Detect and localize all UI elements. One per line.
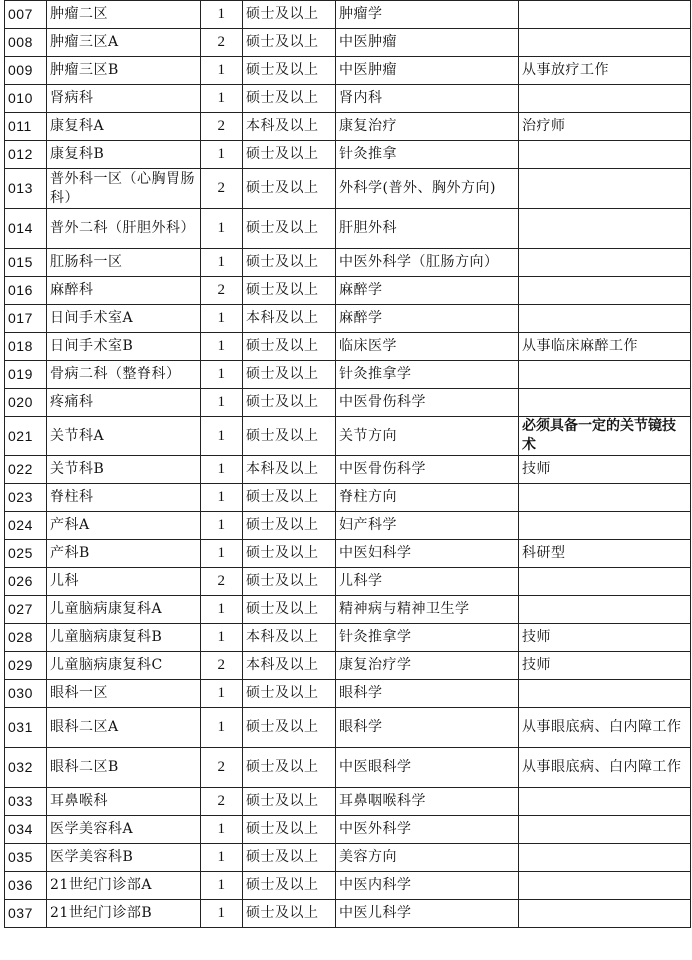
table-row — [5, 85, 691, 113]
note-cell — [519, 680, 691, 708]
position-code-cell: 019 — [5, 361, 47, 389]
education-cell: 硕士及以上 — [243, 748, 336, 788]
headcount-cell: 1 — [201, 540, 243, 568]
table-row — [5, 708, 691, 748]
education-cell: 硕士及以上 — [243, 680, 336, 708]
education-cell: 硕士及以上 — [243, 568, 336, 596]
major-cell: 精神病与精神卫生学 — [336, 596, 519, 624]
major-cell: 中医骨伤科学 — [336, 389, 519, 417]
table-row — [5, 249, 691, 277]
department-cell: 儿童脑病康复科A — [47, 596, 201, 624]
note-cell — [519, 900, 691, 928]
headcount-cell: 1 — [201, 85, 243, 113]
headcount-cell: 1 — [201, 816, 243, 844]
table-row — [5, 568, 691, 596]
education-cell: 硕士及以上 — [243, 141, 336, 169]
table-row — [5, 389, 691, 417]
table-row — [5, 680, 691, 708]
department-cell: 肿瘤三区B — [47, 57, 201, 85]
table-row — [5, 305, 691, 333]
department-cell: 肿瘤三区A — [47, 29, 201, 57]
position-code-cell: 029 — [5, 652, 47, 680]
table-row — [5, 57, 691, 85]
note-cell: 从事眼底病、白内障工作 — [519, 748, 691, 788]
table-row — [5, 113, 691, 141]
major-cell: 中医儿科学 — [336, 900, 519, 928]
position-code-cell: 027 — [5, 596, 47, 624]
note-cell — [519, 788, 691, 816]
note-cell — [519, 85, 691, 113]
headcount-cell: 1 — [201, 512, 243, 540]
major-cell: 妇产科学 — [336, 512, 519, 540]
department-cell: 眼科一区 — [47, 680, 201, 708]
education-cell: 硕士及以上 — [243, 277, 336, 305]
major-cell: 耳鼻咽喉科学 — [336, 788, 519, 816]
education-cell: 本科及以上 — [243, 652, 336, 680]
department-cell: 疼痛科 — [47, 389, 201, 417]
table-row — [5, 596, 691, 624]
education-cell: 本科及以上 — [243, 456, 336, 484]
major-cell: 中医内科学 — [336, 872, 519, 900]
major-cell: 脊柱方向 — [336, 484, 519, 512]
headcount-cell: 1 — [201, 708, 243, 748]
position-code-cell: 031 — [5, 708, 47, 748]
department-cell: 日间手术室B — [47, 333, 201, 361]
education-cell: 本科及以上 — [243, 305, 336, 333]
position-code-cell: 036 — [5, 872, 47, 900]
department-cell: 儿童脑病康复科B — [47, 624, 201, 652]
note-cell — [519, 249, 691, 277]
education-cell: 硕士及以上 — [243, 484, 336, 512]
position-code-cell: 018 — [5, 333, 47, 361]
table-row — [5, 417, 691, 456]
department-cell: 耳鼻喉科 — [47, 788, 201, 816]
headcount-cell: 1 — [201, 417, 243, 456]
position-code-cell: 026 — [5, 568, 47, 596]
note-cell: 技师 — [519, 456, 691, 484]
position-code-cell: 032 — [5, 748, 47, 788]
department-cell: 儿童脑病康复科C — [47, 652, 201, 680]
education-cell: 硕士及以上 — [243, 389, 336, 417]
table-row — [5, 141, 691, 169]
education-cell: 硕士及以上 — [243, 900, 336, 928]
table-row — [5, 872, 691, 900]
table-row — [5, 361, 691, 389]
major-cell: 肿瘤学 — [336, 1, 519, 29]
note-cell — [519, 484, 691, 512]
note-cell — [519, 816, 691, 844]
major-cell: 眼科学 — [336, 680, 519, 708]
note-cell: 科研型 — [519, 540, 691, 568]
table-row — [5, 540, 691, 568]
major-cell: 麻醉学 — [336, 305, 519, 333]
major-cell: 中医肿瘤 — [336, 29, 519, 57]
education-cell: 硕士及以上 — [243, 361, 336, 389]
table-row — [5, 333, 691, 361]
education-cell: 硕士及以上 — [243, 512, 336, 540]
education-cell: 硕士及以上 — [243, 85, 336, 113]
position-code-cell: 015 — [5, 249, 47, 277]
headcount-cell: 1 — [201, 900, 243, 928]
headcount-cell: 1 — [201, 680, 243, 708]
major-cell: 中医外科学 — [336, 816, 519, 844]
position-code-cell: 017 — [5, 305, 47, 333]
headcount-cell: 1 — [201, 872, 243, 900]
table-row — [5, 484, 691, 512]
major-cell: 中医肿瘤 — [336, 57, 519, 85]
education-cell: 硕士及以上 — [243, 29, 336, 57]
education-cell: 硕士及以上 — [243, 249, 336, 277]
major-cell: 中医骨伤科学 — [336, 456, 519, 484]
position-code-cell: 022 — [5, 456, 47, 484]
position-code-cell: 033 — [5, 788, 47, 816]
headcount-cell: 1 — [201, 624, 243, 652]
position-code-cell: 028 — [5, 624, 47, 652]
education-cell: 硕士及以上 — [243, 209, 336, 249]
major-cell: 中医妇科学 — [336, 540, 519, 568]
department-cell: 脊柱科 — [47, 484, 201, 512]
department-cell: 21世纪门诊部B — [47, 900, 201, 928]
headcount-cell: 2 — [201, 652, 243, 680]
department-cell: 肾病科 — [47, 85, 201, 113]
department-cell: 眼科二区A — [47, 708, 201, 748]
position-code-cell: 014 — [5, 209, 47, 249]
department-cell: 日间手术室A — [47, 305, 201, 333]
headcount-cell: 1 — [201, 57, 243, 85]
major-cell: 临床医学 — [336, 333, 519, 361]
department-cell: 关节科A — [47, 417, 201, 456]
education-cell: 硕士及以上 — [243, 1, 336, 29]
education-cell: 硕士及以上 — [243, 417, 336, 456]
position-code-cell: 009 — [5, 57, 47, 85]
department-cell: 康复科A — [47, 113, 201, 141]
headcount-cell: 1 — [201, 361, 243, 389]
table-row — [5, 209, 691, 249]
table-row — [5, 748, 691, 788]
position-code-cell: 024 — [5, 512, 47, 540]
education-cell: 硕士及以上 — [243, 816, 336, 844]
department-cell: 产科A — [47, 512, 201, 540]
headcount-cell: 1 — [201, 305, 243, 333]
major-cell: 肝胆外科 — [336, 209, 519, 249]
headcount-cell: 1 — [201, 484, 243, 512]
note-cell: 从事眼底病、白内障工作 — [519, 708, 691, 748]
major-cell: 美容方向 — [336, 844, 519, 872]
education-cell: 硕士及以上 — [243, 844, 336, 872]
position-code-cell: 020 — [5, 389, 47, 417]
table-row — [5, 844, 691, 872]
note-cell — [519, 1, 691, 29]
major-cell: 肾内科 — [336, 85, 519, 113]
table-row — [5, 900, 691, 928]
headcount-cell: 2 — [201, 277, 243, 305]
education-cell: 硕士及以上 — [243, 788, 336, 816]
headcount-cell: 1 — [201, 333, 243, 361]
note-cell — [519, 361, 691, 389]
position-code-cell: 008 — [5, 29, 47, 57]
note-cell — [519, 844, 691, 872]
position-code-cell: 023 — [5, 484, 47, 512]
headcount-cell: 2 — [201, 113, 243, 141]
recruitment-table — [4, 0, 691, 928]
education-cell: 本科及以上 — [243, 113, 336, 141]
position-code-cell: 035 — [5, 844, 47, 872]
position-code-cell: 021 — [5, 417, 47, 456]
table-row — [5, 1, 691, 29]
headcount-cell: 1 — [201, 389, 243, 417]
education-cell: 硕士及以上 — [243, 872, 336, 900]
major-cell: 关节方向 — [336, 417, 519, 456]
table-row — [5, 652, 691, 680]
headcount-cell: 2 — [201, 748, 243, 788]
position-code-cell: 016 — [5, 277, 47, 305]
note-cell — [519, 568, 691, 596]
note-cell — [519, 29, 691, 57]
education-cell: 本科及以上 — [243, 624, 336, 652]
headcount-cell: 1 — [201, 249, 243, 277]
position-code-cell: 011 — [5, 113, 47, 141]
note-cell — [519, 169, 691, 209]
position-code-cell: 034 — [5, 816, 47, 844]
table-row — [5, 512, 691, 540]
department-cell: 医学美容科B — [47, 844, 201, 872]
headcount-cell: 1 — [201, 209, 243, 249]
major-cell: 眼科学 — [336, 708, 519, 748]
note-cell — [519, 141, 691, 169]
table-row — [5, 277, 691, 305]
note-cell: 技师 — [519, 624, 691, 652]
department-cell: 关节科B — [47, 456, 201, 484]
department-cell: 21世纪门诊部A — [47, 872, 201, 900]
table-row — [5, 169, 691, 209]
note-cell — [519, 872, 691, 900]
table-row — [5, 624, 691, 652]
department-cell: 肿瘤二区 — [47, 1, 201, 29]
headcount-cell: 1 — [201, 141, 243, 169]
education-cell: 硕士及以上 — [243, 333, 336, 361]
department-cell: 肛肠科一区 — [47, 249, 201, 277]
position-code-cell: 012 — [5, 141, 47, 169]
note-cell — [519, 596, 691, 624]
major-cell: 儿科学 — [336, 568, 519, 596]
major-cell: 中医眼科学 — [336, 748, 519, 788]
major-cell: 康复治疗 — [336, 113, 519, 141]
note-cell: 技师 — [519, 652, 691, 680]
education-cell: 硕士及以上 — [243, 57, 336, 85]
table-body — [5, 1, 691, 928]
recruitment-table-sheet — [4, 0, 690, 928]
education-cell: 硕士及以上 — [243, 708, 336, 748]
position-code-cell: 025 — [5, 540, 47, 568]
note-cell: 从事临床麻醉工作 — [519, 333, 691, 361]
major-cell: 外科学(普外、胸外方向) — [336, 169, 519, 209]
headcount-cell: 1 — [201, 456, 243, 484]
headcount-cell: 2 — [201, 169, 243, 209]
headcount-cell: 1 — [201, 1, 243, 29]
position-code-cell: 013 — [5, 169, 47, 209]
position-code-cell: 037 — [5, 900, 47, 928]
position-code-cell: 010 — [5, 85, 47, 113]
headcount-cell: 1 — [201, 596, 243, 624]
department-cell: 医学美容科A — [47, 816, 201, 844]
note-cell: 从事放疗工作 — [519, 57, 691, 85]
education-cell: 硕士及以上 — [243, 540, 336, 568]
department-cell: 产科B — [47, 540, 201, 568]
note-cell — [519, 305, 691, 333]
table-row — [5, 788, 691, 816]
department-cell: 普外二科（肝胆外科） — [47, 209, 201, 249]
department-cell: 儿科 — [47, 568, 201, 596]
department-cell: 麻醉科 — [47, 277, 201, 305]
position-code-cell: 007 — [5, 1, 47, 29]
major-cell: 针灸推拿学 — [336, 361, 519, 389]
department-cell: 骨病二科（整脊科） — [47, 361, 201, 389]
department-cell: 康复科B — [47, 141, 201, 169]
note-cell — [519, 277, 691, 305]
headcount-cell: 2 — [201, 568, 243, 596]
headcount-cell: 2 — [201, 29, 243, 57]
education-cell: 硕士及以上 — [243, 596, 336, 624]
department-cell: 普外科一区（心胸胃肠科） — [47, 169, 201, 209]
major-cell: 康复治疗学 — [336, 652, 519, 680]
headcount-cell: 1 — [201, 844, 243, 872]
headcount-cell: 2 — [201, 788, 243, 816]
table-row — [5, 456, 691, 484]
position-code-cell: 030 — [5, 680, 47, 708]
major-cell: 针灸推拿 — [336, 141, 519, 169]
note-cell — [519, 209, 691, 249]
major-cell: 针灸推拿学 — [336, 624, 519, 652]
note-cell: 治疗师 — [519, 113, 691, 141]
major-cell: 麻醉学 — [336, 277, 519, 305]
department-cell: 眼科二区B — [47, 748, 201, 788]
table-row — [5, 29, 691, 57]
note-cell: 必须具备一定的关节镜技术 — [519, 417, 691, 456]
note-cell — [519, 512, 691, 540]
table-row — [5, 816, 691, 844]
major-cell: 中医外科学（肛肠方向） — [336, 249, 519, 277]
note-cell — [519, 389, 691, 417]
education-cell: 硕士及以上 — [243, 169, 336, 209]
